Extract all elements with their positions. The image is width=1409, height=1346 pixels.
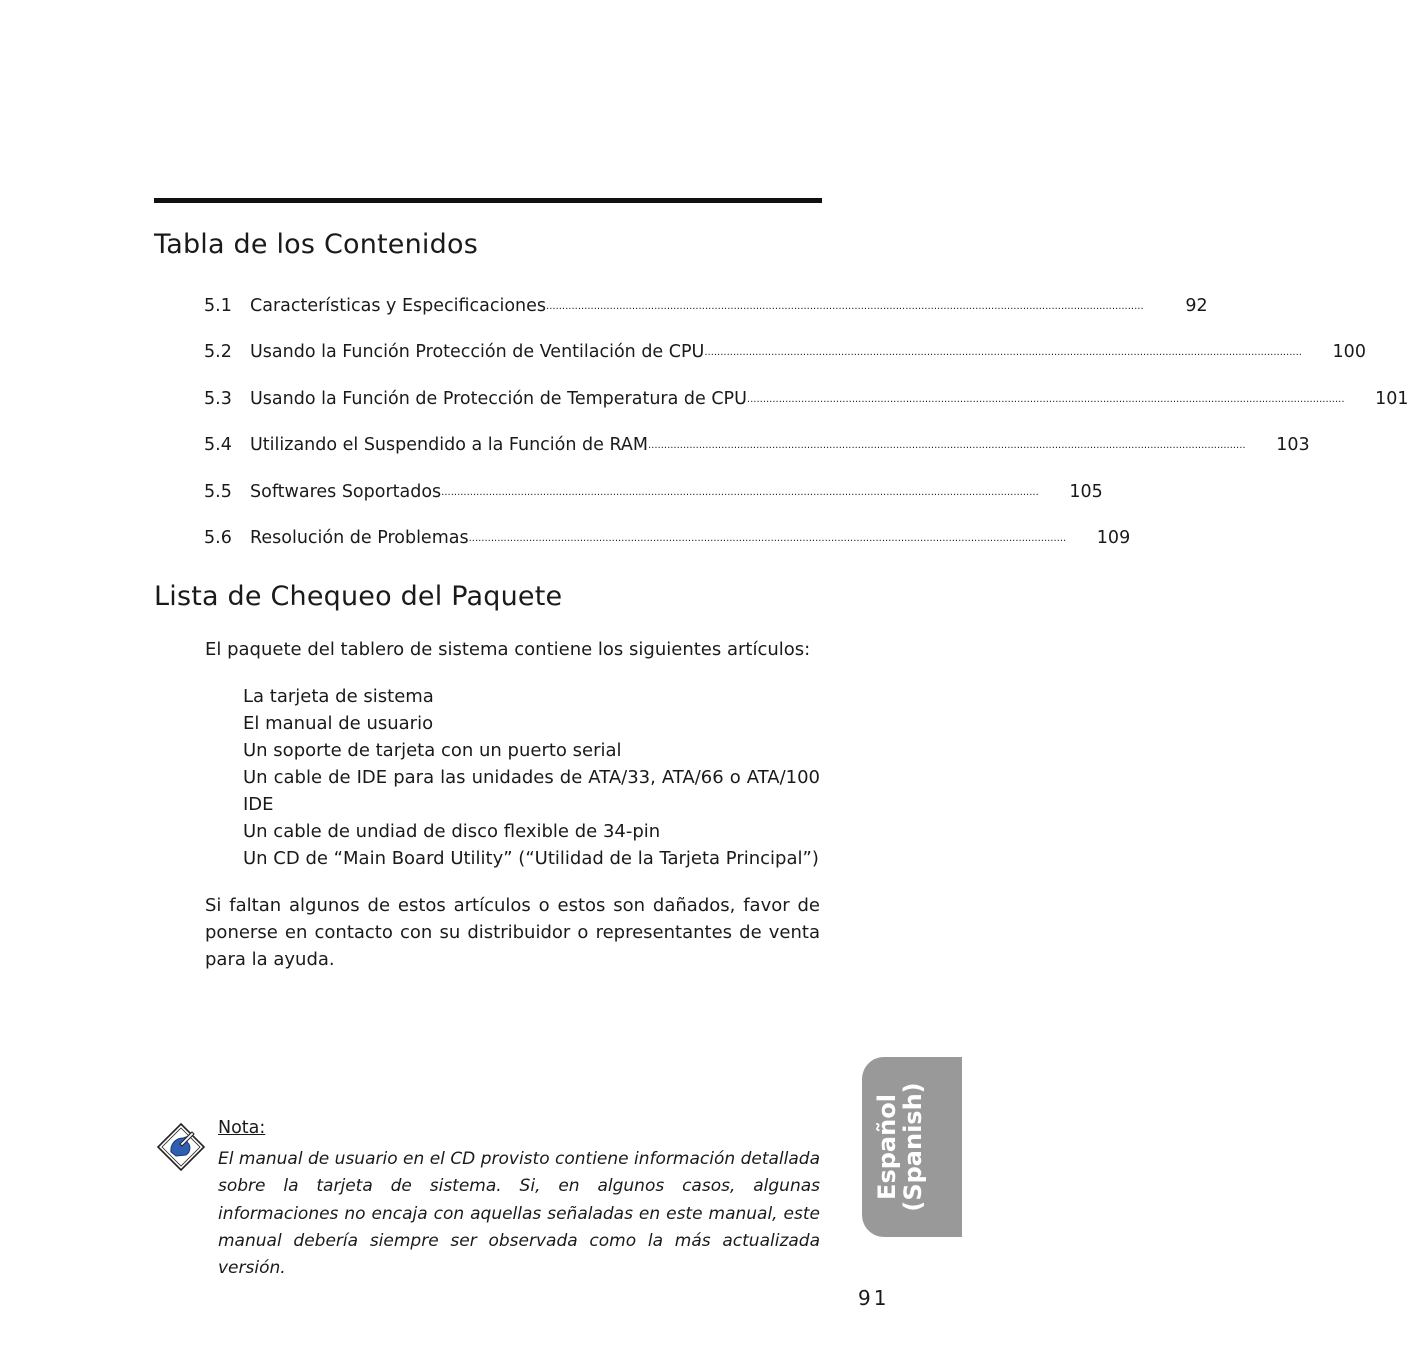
page-number: 91: [858, 1286, 890, 1310]
toc-entry-title: Utilizando el Suspendido a la Función de RAM: [250, 435, 648, 456]
list-item: Un cable de IDE para las unidades de ATA/33, ATA/66 o ATA/100 IDE: [243, 767, 820, 815]
language-tab: [862, 1057, 962, 1237]
leader-dots: ............................................................................................................................................................................................: [704, 347, 1302, 359]
toc-entry[interactable]: [204, 435, 1310, 481]
language-tab-line2: (Spanish): [899, 1082, 927, 1212]
checklist-intro: El paquete del tablero de sistema contiene los siguientes artículos:: [205, 639, 811, 660]
toc-entry-page: 100: [1332, 342, 1366, 363]
toc-entry-number: 5.6: [204, 527, 232, 548]
toc-entry-number: 5.2: [204, 342, 232, 363]
leader-dots: ............................................................................................................................................................................................: [468, 532, 1067, 544]
table-of-contents: [204, 296, 1409, 574]
toc-entry-title: Resolución de Problemas: [250, 527, 469, 548]
list-item: La tarjeta de sistema: [243, 686, 434, 707]
leader-dots: ............................................................................................................................................................................................: [441, 486, 1039, 498]
toc-entry-number: 5.4: [204, 435, 232, 456]
toc-entry-number: 5.1: [204, 296, 232, 316]
checklist-items: [243, 683, 820, 872]
list-item: Un soporte de tarjeta con un puerto serial: [243, 740, 622, 761]
language-tab-label: [874, 1082, 926, 1211]
list-item: Un cable de undiad de disco flexible de 34-pin: [243, 821, 661, 842]
language-tab-line1: Español: [873, 1094, 901, 1200]
note-label: Nota:: [218, 1118, 266, 1138]
toc-entry[interactable]: [204, 342, 1366, 388]
leader-dots: ............................................................................................................................................................................................: [746, 393, 1345, 405]
toc-entry[interactable]: [204, 481, 1103, 528]
toc-entry-number: 5.5: [204, 481, 232, 502]
toc-entry-page: 109: [1096, 527, 1131, 548]
toc-entry-page: 101: [1375, 388, 1409, 409]
checklist-heading: Lista de Chequeo del Paquete: [154, 581, 563, 612]
checklist-closing: Si faltan algunos de estos artículos o estos son dañados, favor de ponerse en contacto con su distribuidor o representantes de venta para la ayuda.: [205, 895, 820, 970]
toc-entry[interactable]: [204, 296, 1208, 342]
toc-entry[interactable]: [204, 527, 1131, 574]
note-pen-icon: [156, 1122, 206, 1172]
toc-entry-page: 103: [1276, 435, 1310, 456]
toc-entry-title: Softwares Soportados: [250, 481, 442, 502]
toc-entry-number: 5.3: [204, 388, 232, 409]
list-item: Un CD de “Main Board Utility” (“Utilidad de la Tarjeta Principal”): [243, 848, 819, 869]
toc-entry[interactable]: [204, 388, 1409, 435]
toc-entry-title: Características y Especificaciones: [250, 296, 547, 316]
list-item: El manual de usuario: [243, 713, 434, 734]
top-rule: [154, 198, 822, 203]
toc-entry-page: 105: [1069, 481, 1103, 502]
toc-entry-title: Usando la Función Protección de Ventilación de CPU: [250, 342, 705, 363]
leader-dots: ............................................................................................................................................................................................: [546, 301, 1144, 312]
toc-entry-page: 92: [1185, 296, 1208, 316]
toc-heading: Tabla de los Contenidos: [154, 229, 478, 260]
leader-dots: ............................................................................................................................................................................................: [648, 440, 1246, 452]
note-text: El manual de usuario en el CD provisto contiene información detallada sobre la tarjeta de sistema. Si, en algunos casos, algunas informaciones no encaja con aquellas señaladas en este manual, este manual debería siempre ser observada como la más actualizada versión.: [218, 1149, 820, 1279]
toc-entry-title: Usando la Función de Protección de Temperatura de CPU: [250, 388, 747, 409]
